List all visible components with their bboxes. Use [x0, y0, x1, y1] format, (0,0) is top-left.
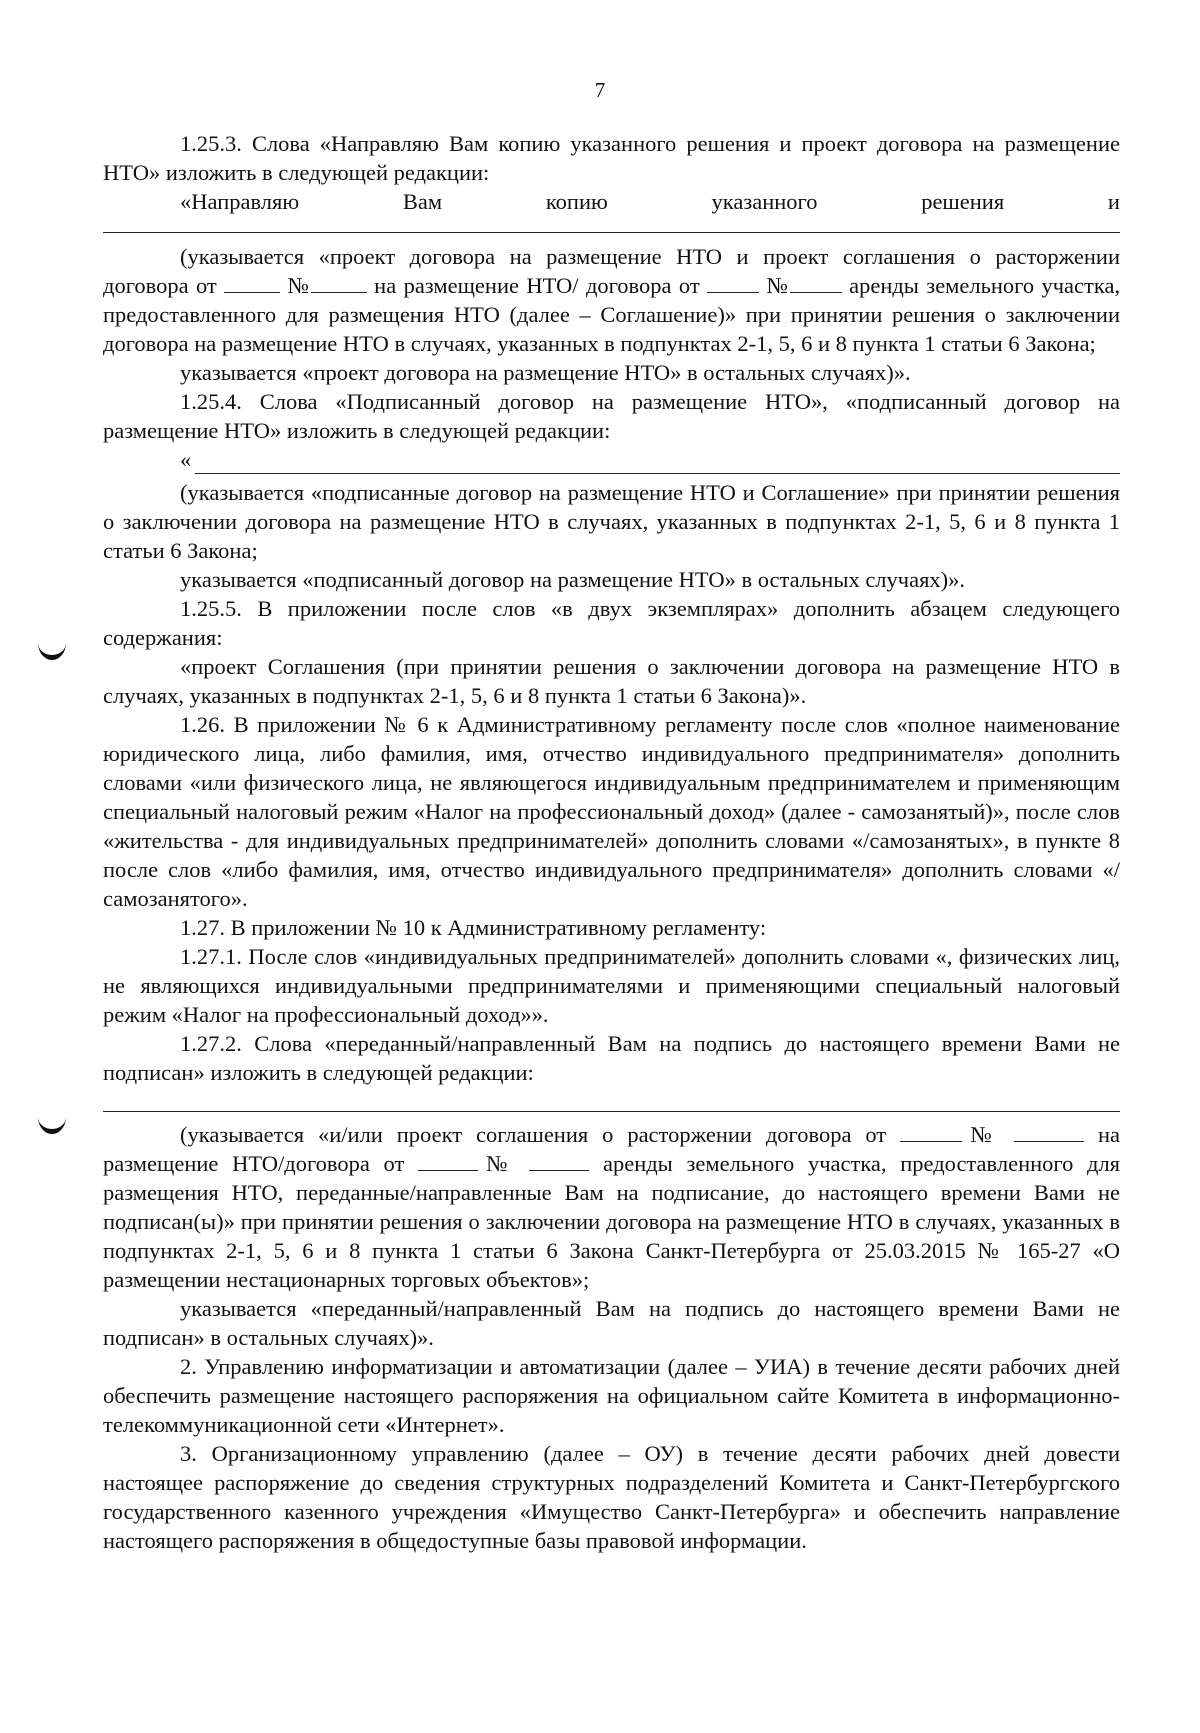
text: № [287, 273, 311, 298]
fill-line [103, 1111, 1120, 1112]
margin-mark [38, 643, 66, 660]
blank-field [1014, 1123, 1084, 1142]
word: указанного [711, 189, 818, 214]
blank-field [900, 1123, 962, 1142]
blank-field [418, 1152, 478, 1171]
word: решения [921, 189, 1005, 214]
paragraph-2: 2. Управлению информатизации и автоматизации (далее – УИА) в течение десяти рабочих дней обеспечить размещение настоящего распоряжения на официальном сайте Комитета в информационно-телекоммуникационной сети «Интернет». [103, 1354, 1120, 1437]
paragraph-note-3: (указывается «подписанные договор на размещение НТО и Соглашение» при принятии решения о заключении договора на размещение НТО в случаях, указанных в подпунктах 2-1, 5, 6 и 8 пункта 1 статьи 6 Закона; [103, 480, 1120, 563]
word: и [1107, 189, 1120, 214]
paragraph-1-25-3: 1.25.3. Слова «Направляю Вам копию указанного решения и проект договора на размещение НТО» изложить в следующей редакции: [103, 131, 1120, 185]
word: «Направляю [180, 189, 300, 214]
text: на размещение НТО/договора от [103, 1122, 1121, 1176]
paragraph-1-27-1: 1.27.1. После слов «индивидуальных предпринимателей» дополнить словами «, физических лиц, не являющихся индивидуальными предпринимателями и применяющими специальный налоговый режим «Налог на профессиональный доход»». [103, 944, 1120, 1027]
paragraph-note-1 [103, 242, 1120, 358]
blank-field [311, 274, 367, 293]
text: № [766, 273, 790, 298]
spread-words-line [103, 187, 1120, 216]
blank-field [224, 274, 280, 293]
paragraph-1-26: 1.26. В приложении № 6 к Административному регламенту после слов «полное наименование юридического лица, либо фамилия, имя, отчество индивидуального предпринимателя» дополнить словами «или физического лица, не являющегося индивидуальным предпринимателем и применяющим специальный налоговый режим «Налог на профессиональный доход» (далее - самозанятый)», после слов «жительства - для индивидуальных предпринимателей» дополнить словами «/самозанятых», в пункте 8 после слов «либо фамилия, имя, отчество индивидуального предпринимателя» дополнить словами «/самозанятого». [103, 712, 1120, 911]
document-body [103, 129, 1120, 1555]
blank-field [790, 274, 842, 293]
paragraph-3: 3. Организационному управлению (далее – ОУ) в течение десяти рабочих дней довести настоящее распоряжение до сведения структурных подразделений Комитета и Санкт-Петербургского государственного казенного учреждения «Имущество Санкт-Петербурга» и обеспечить направление настоящего распоряжения в общедоступные базы правовой информации. [103, 1441, 1120, 1553]
paragraph-quote-agreement: «проект Соглашения (при принятии решения о заключении договора на размещение НТО в случаях, указанных в подпунктах 2-1, 5, 6 и 8 пункта 1 статьи 6 Закона)». [103, 654, 1120, 708]
paragraph-1-25-5: 1.25.5. В приложении после слов «в двух экземплярах» дополнить абзацем следующего содержания: [103, 596, 1120, 650]
text: (указывается «проект договора на размещение НТО и проект соглашения о расторжении договора от [103, 244, 1120, 298]
fill-line [195, 453, 1120, 474]
text: аренды земельного участка, предоставленного для размещения НТО, переданные/направленные Вам на подписание, до настоящего времени Вами не подписан(ы)» при принятии решения о заключении договора на размещение НТО в случаях, указанных в подпунктах 2-1, 5, 6 и 8 пункта 1 статьи 6 Закона Санкт-Петербурга от 25.03.2015 № 165-27 «О размещении нестационарных торговых объектов»; [103, 1151, 1121, 1292]
paragraph-note-5 [103, 1120, 1120, 1294]
blank-field [707, 274, 759, 293]
word: копию [545, 189, 608, 214]
text: № [478, 1151, 516, 1176]
paragraph-1-25-4: 1.25.4. Слова «Подписанный договор на размещение НТО», «подписанный договор на размещение НТО» изложить в следующей редакции: [103, 389, 1120, 443]
text: (указывается «и/или проект соглашения о расторжении договора от [180, 1122, 887, 1147]
word: Вам [402, 189, 443, 214]
text: на размещение НТО/ договора от [374, 273, 700, 298]
text: аренды земельного участка, предоставленного для размещения НТО (далее – Соглашение)» при принятии решения о заключении договора на размещение НТО в случаях, указанных в подпунктах 2-1, 5, 6 и 8 пункта 1 статьи 6 Закона; [103, 273, 1121, 356]
blank-field [529, 1152, 589, 1171]
paragraph-note-4: указывается «подписанный договор на размещение НТО» в остальных случаях)». [180, 567, 966, 592]
margin-mark [38, 1117, 66, 1134]
quote-fill-line [103, 445, 1120, 474]
page-number: 7 [594, 78, 606, 102]
text: № [962, 1122, 1001, 1147]
paragraph-note-6: указывается «переданный/направленный Вам на подпись до настоящего времени Вами не подписан» в остальных случаях)». [103, 1296, 1120, 1350]
paragraph-1-27: 1.27. В приложении № 10 к Административному регламенту: [180, 915, 767, 940]
open-quote: « [180, 447, 192, 472]
fill-line [103, 232, 1120, 233]
paragraph-note-2: указывается «проект договора на размещение НТО» в остальных случаях)». [180, 360, 911, 385]
paragraph-1-27-2: 1.27.2. Слова «переданный/направленный Вам на подпись до настоящего времени Вами не подписан» изложить в следующей редакции: [103, 1031, 1120, 1085]
